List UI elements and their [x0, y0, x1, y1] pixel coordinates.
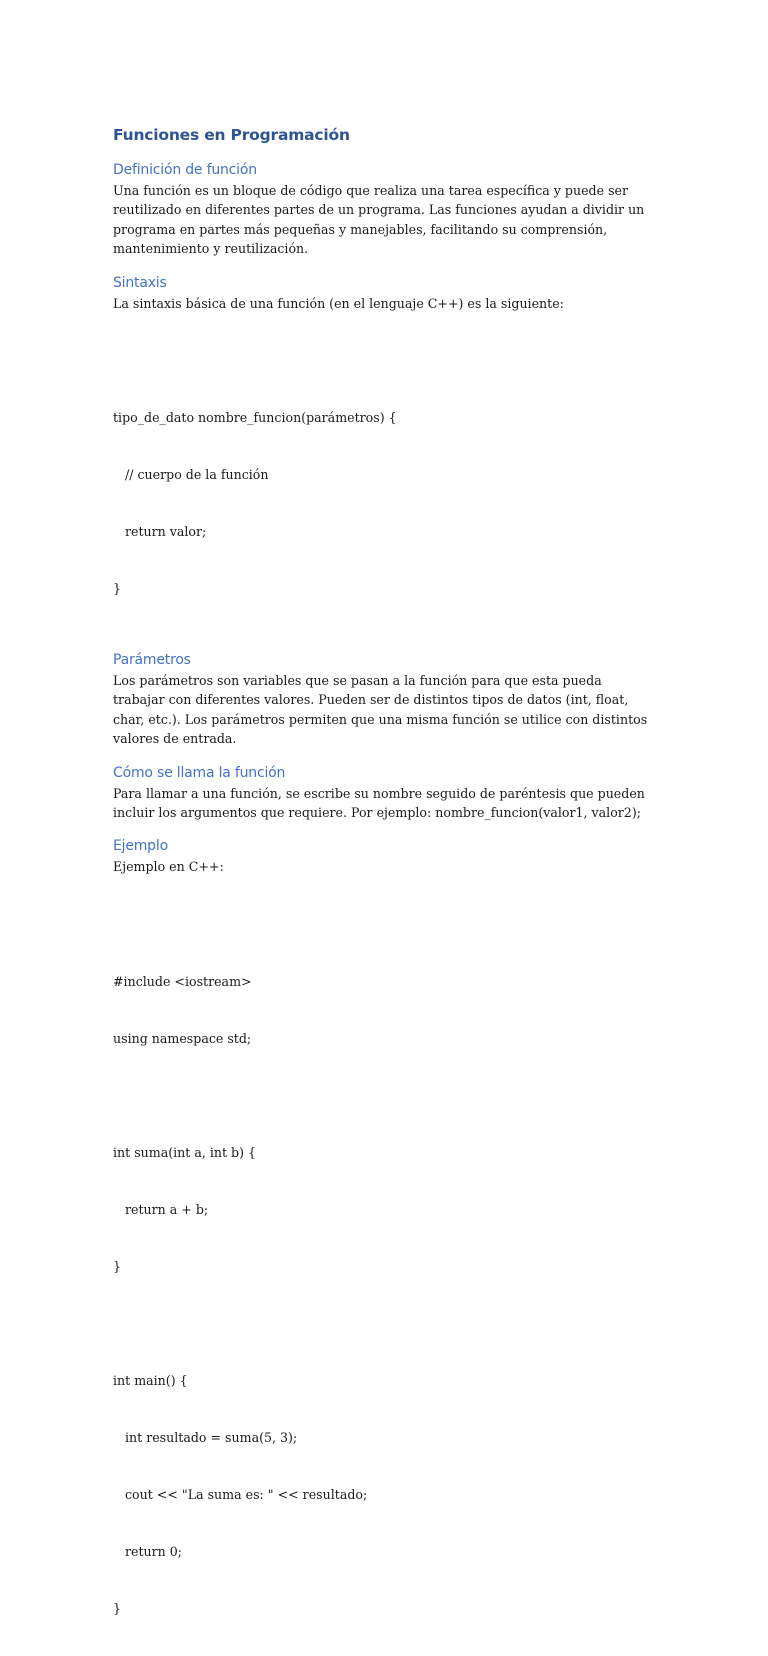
section-paragraph-sintaxis: La sintaxis básica de una función (en el lenguaje C++) es la siguiente: [113, 295, 564, 311]
code-line: // cuerpo de la función [125, 467, 269, 483]
section-paragraph-parametros: Los parámetros son variables que se pasan a la función para que esta pueda trabajar con diferentes valores. Pueden ser de distintos tipos de datos (int, float, char, etc.). Los parámetros permiten que una misma función se utilice con distintos valores de entrada. [113, 673, 648, 747]
code-line: cout << "La suma es: " << resultado; [125, 1486, 368, 1502]
code-line: int main() { [113, 1372, 188, 1388]
document-page [113, 122, 653, 1656]
section-definicion [113, 159, 653, 259]
code-line: return a + b; [125, 1201, 209, 1217]
document-title: Funciones en Programación [113, 126, 350, 144]
section-heading-sintaxis: Sintaxis [113, 274, 167, 291]
section-paragraph-como-se-llama: Para llamar a una función, se escribe su nombre seguido de paréntesis que pueden incluir los argumentos que requiere. Por ejemplo: nombre_funcion(valor1, valor2); [113, 785, 645, 821]
code-line: } [113, 581, 122, 597]
section-como-se-llama [113, 762, 653, 823]
code-line: return 0; [125, 1543, 183, 1559]
section-ejemplo [113, 835, 653, 1655]
code-line: } [113, 1258, 122, 1274]
section-heading-ejemplo: Ejemplo [113, 838, 168, 855]
section-heading-como-se-llama: Cómo se llama la función [113, 764, 286, 781]
code-line [113, 351, 653, 370]
code-line: return valor; [125, 524, 207, 540]
code-line: int resultado = suma(5, 3); [125, 1429, 298, 1445]
code-line: using namespace std; [113, 1030, 252, 1046]
section-parametros [113, 649, 653, 749]
section-paragraph-definicion: Una función es un bloque de código que realiza una tarea específica y puede ser reutilizado en diferentes partes de un programa. Las funciones ayudan a dividir un programa en partes más pequeñas y manejables, facilitando su comprensión, mantenimiento y reutilización. [113, 183, 645, 257]
code-line: } [113, 1600, 122, 1616]
code-line [113, 915, 653, 934]
code-line: #include <iostream> [113, 973, 252, 989]
code-line: int suma(int a, int b) { [113, 1144, 257, 1160]
section-heading-parametros: Parámetros [113, 652, 191, 669]
code-line [113, 1314, 653, 1333]
code-block-sintaxis [113, 313, 653, 636]
code-line [113, 1086, 653, 1105]
section-heading-definicion: Definición de función [113, 162, 257, 178]
code-line: tipo_de_dato nombre_funcion(parámetros) { [113, 410, 397, 426]
section-paragraph-ejemplo: Ejemplo en C++: [113, 859, 224, 875]
code-block-ejemplo [113, 877, 653, 1656]
section-sintaxis [113, 272, 653, 636]
